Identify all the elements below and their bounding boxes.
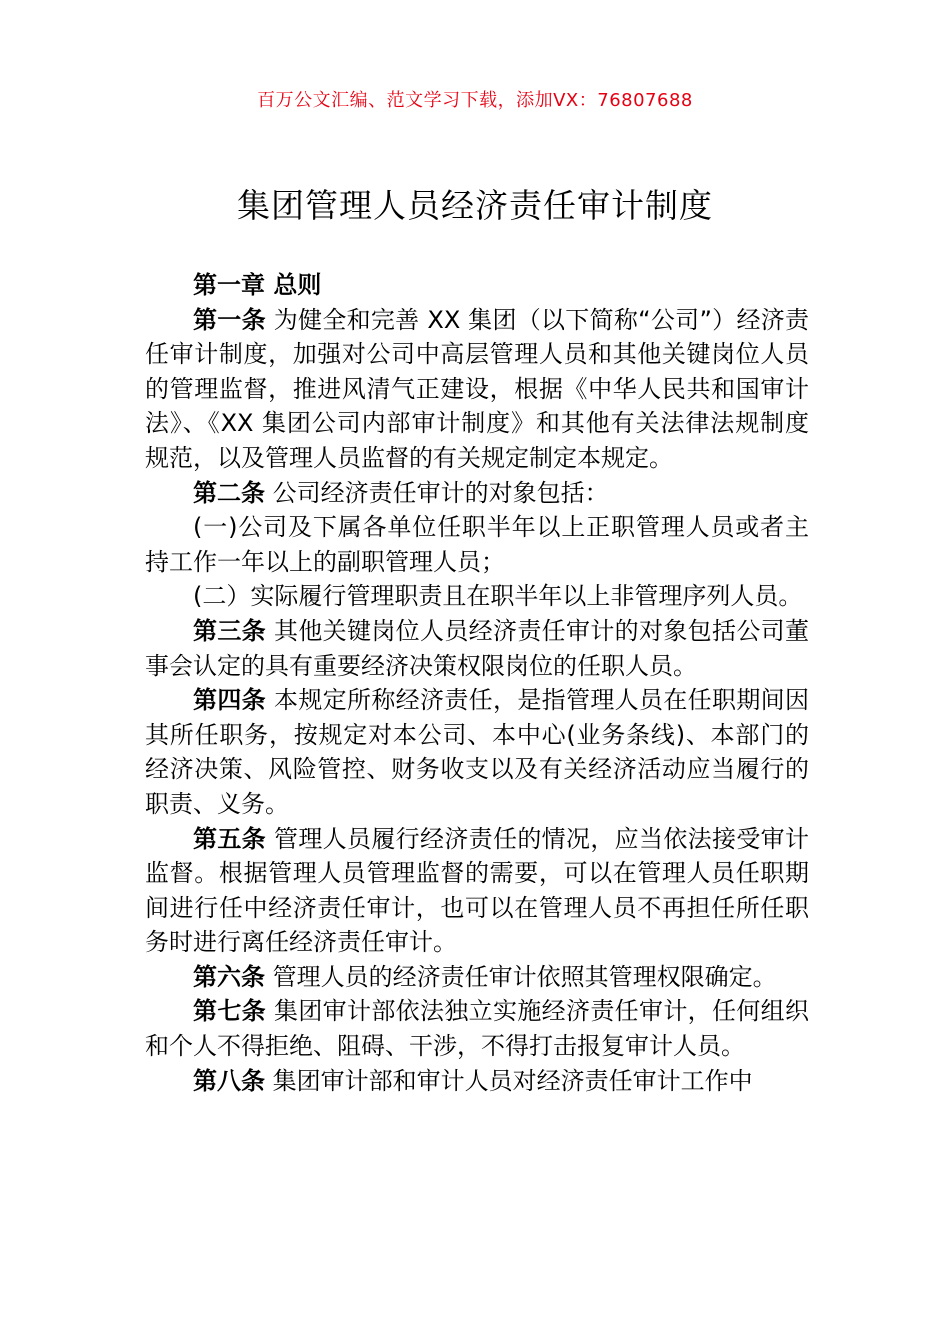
article-text: 管理人员履行经济责任的情况，应当依法接受审计监督。根据管理人员管理监督的需要，可以在管理人员任职期间进行任中经济责任审计，也可以在管理人员不再担任所任职务时进行离任经济责任审计。 xyxy=(145,824,809,957)
article-paragraph xyxy=(145,476,809,511)
list-item-paragraph xyxy=(145,510,809,579)
document-body xyxy=(145,268,809,1098)
article-paragraph xyxy=(145,303,809,476)
article-label: 第三条 xyxy=(193,616,267,645)
article-text: 集团审计部和审计人员对经济责任审计工作中 xyxy=(265,1066,753,1095)
article-paragraph xyxy=(145,683,809,821)
article-label: 第六条 xyxy=(193,962,265,991)
article-paragraph xyxy=(145,960,809,995)
article-paragraph xyxy=(145,1064,809,1099)
list-item-paragraph xyxy=(145,579,809,614)
header-watermark-note: 百万公文汇编、范文学习下载，添加VX：76807688 xyxy=(257,90,693,111)
chapter-heading: 第一章 总则 xyxy=(193,271,322,299)
article-text: 管理人员的经济责任审计依照其管理权限确定。 xyxy=(265,962,777,991)
article-text: 本规定所称经济责任，是指管理人员在任职期间因其所任职务，按规定对本公司、本中心(业务条线)、本部门的经济决策、风险管控、财务收支以及有关经济活动应当履行的职责、义务。 xyxy=(145,686,809,818)
list-item-text: (一)公司及下属各单位任职半年以上正职管理人员或者主持工作一年以上的副职管理人员； xyxy=(145,513,809,576)
article-paragraph xyxy=(145,994,809,1063)
article-paragraph xyxy=(145,822,809,960)
article-label: 第五条 xyxy=(193,824,267,853)
article-text: 为健全和完善 XX 集团（以下简称“公司”）经济责任审计制度，加强对公司中高层管理人员和其他关键岗位人员的管理监督，推进风清气正建设，根据《中华人民共和国审计法》、《XX 集团公司内部审计制度》和其他有关法律法规制度规范，以及管理人员监督的有关规定制定本规定。 xyxy=(145,305,810,472)
article-text: 集团审计部依法独立实施经济责任审计，任何组织和个人不得拒绝、阻碍、干涉，不得打击报复审计人员。 xyxy=(145,997,809,1061)
article-label: 第二条 xyxy=(193,478,265,507)
article-paragraph xyxy=(145,614,809,683)
article-text: 公司经济责任审计的对象包括： xyxy=(265,478,609,507)
article-text: 其他关键岗位人员经济责任审计的对象包括公司董事会认定的具有重要经济决策权限岗位的任职人员。 xyxy=(145,616,809,680)
article-label: 第七条 xyxy=(193,997,267,1026)
article-label: 第一条 xyxy=(193,305,266,334)
document-title: 集团管理人员经济责任审计制度 xyxy=(237,186,713,225)
list-item-text: (二）实际履行管理职责且在职半年以上非管理序列人员。 xyxy=(193,582,803,611)
article-label: 第八条 xyxy=(193,1066,265,1095)
article-label: 第四条 xyxy=(193,686,267,715)
